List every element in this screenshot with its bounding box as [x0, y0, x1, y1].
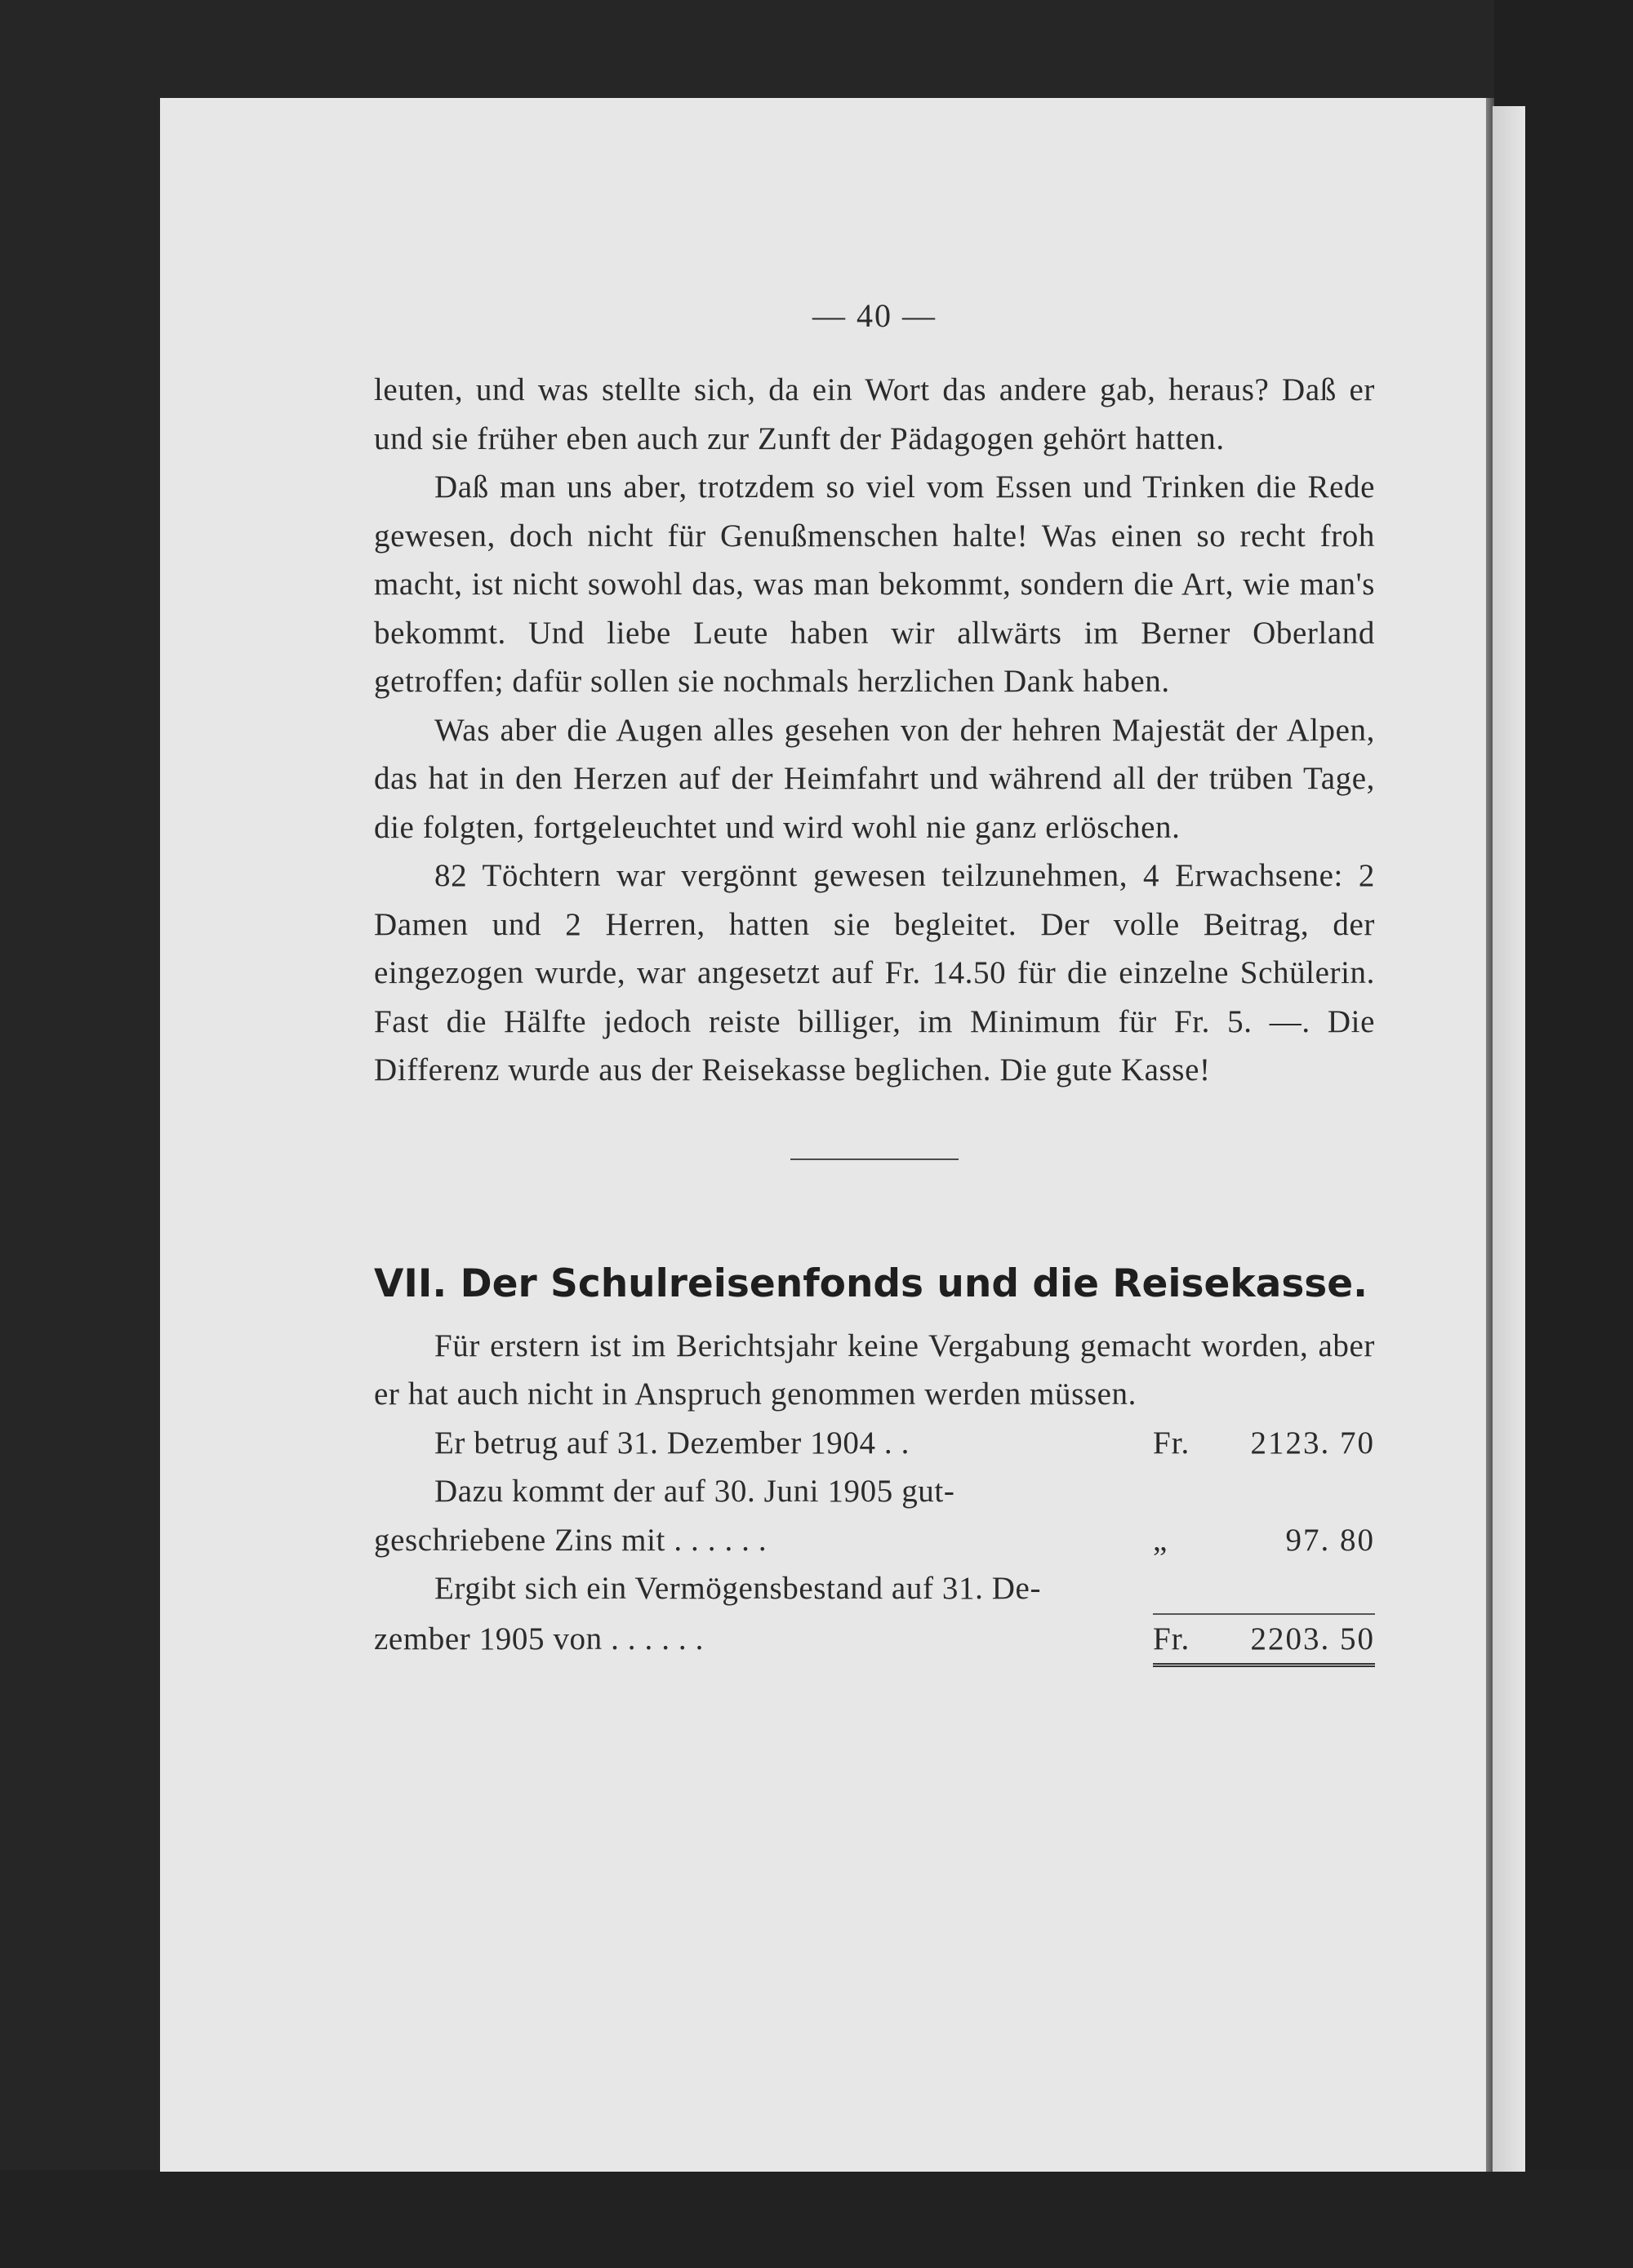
paragraph-1: leuten, und was stellte sich, da ein Wort das andere gab, heraus? Daß er und sie früher eben auch zur Zunft der Pädagogen gehört hatten. [374, 372, 1375, 456]
ledger-description: geschriebene Zins mit . . . . . . [374, 1522, 768, 1558]
scan-border-top [0, 0, 1633, 98]
page-content [374, 294, 1375, 1661]
ledger-description: Ergibt sich ein Vermögensbestand auf 31. De- [434, 1571, 1042, 1606]
section-heading: VII. Der Schulreisenfonds und die Reisekasse. [374, 1261, 1368, 1306]
ledger-currency: Fr. [1153, 1425, 1190, 1461]
ledger-description: Er betrug auf 31. Dezember 1904 . . [434, 1425, 910, 1461]
ledger-currency: „ [1153, 1522, 1168, 1558]
adjacent-page-edge [1493, 106, 1525, 2172]
ledger-row-balance-1904 [374, 1419, 1375, 1468]
ledger-money [1153, 1419, 1375, 1468]
section-intro: Für erstern ist im Berichtsjahr keine Vergabung gemacht worden, aber er hat auch nicht in Anspruch genommen werden müssen. [374, 1327, 1375, 1412]
scan-border-bottom [0, 2170, 1633, 2268]
ledger-amount: 2123. 70 [1250, 1425, 1375, 1461]
ledger-amount: 97. 80 [1285, 1522, 1375, 1558]
ledger-row-total-line-1 [374, 1564, 1375, 1613]
ledger-total-amount: 2203. 50 [1250, 1621, 1375, 1657]
section-divider [790, 1158, 959, 1160]
scan-border-left [0, 0, 163, 2268]
ledger-row-interest-line-1 [374, 1467, 1375, 1516]
ledger-currency: Fr. [1153, 1621, 1190, 1657]
ledger-money [1153, 1516, 1375, 1565]
ledger-table [374, 1419, 1375, 1662]
paragraph-2: Daß man uns aber, trotzdem so viel vom Essen und Trinken die Rede gewesen, doch nicht für Genußmenschen halte! Was einen so recht froh macht, ist nicht sowohl das, was man bekommt, sondern die Art, wie man's bekommt. Und liebe Leute haben wir allwärts im Berner Oberland getroffen; dafür sollen sie nochmals herzlichen Dank haben. [374, 469, 1375, 699]
document-page [160, 98, 1486, 2172]
ledger-row-interest-line-2 [374, 1516, 1375, 1565]
ledger-row-total-line-2 [374, 1613, 1375, 1662]
page-number: — 40 — [812, 297, 937, 334]
ledger-description: Dazu kommt der auf 30. Juni 1905 gut- [434, 1474, 955, 1509]
paragraph-3: Was aber die Augen alles gesehen von der hehren Majestät der Alpen, das hat in den Herzen auf der Heimfahrt und während all der trüben Tage, die folgten, fortgeleuchtet und wird wohl nie ganz erlöschen. [374, 712, 1375, 845]
ledger-description: zember 1905 von . . . . . . [374, 1621, 704, 1657]
ledger-total-money [1153, 1613, 1375, 1668]
paragraph-4: 82 Töchtern war vergönnt gewesen teilzunehmen, 4 Erwachsene: 2 Damen und 2 Herren, hatten sie begleitet. Der volle Beitrag, der eingezogen wurde, war angesetzt auf Fr. 14.50 für die einzelne Schülerin. Fast die Hälfte jedoch reiste billiger, im Minimum für Fr. 5. —. Die Differenz wurde aus der Reisekasse beglichen. Die gute Kasse! [374, 858, 1375, 1087]
